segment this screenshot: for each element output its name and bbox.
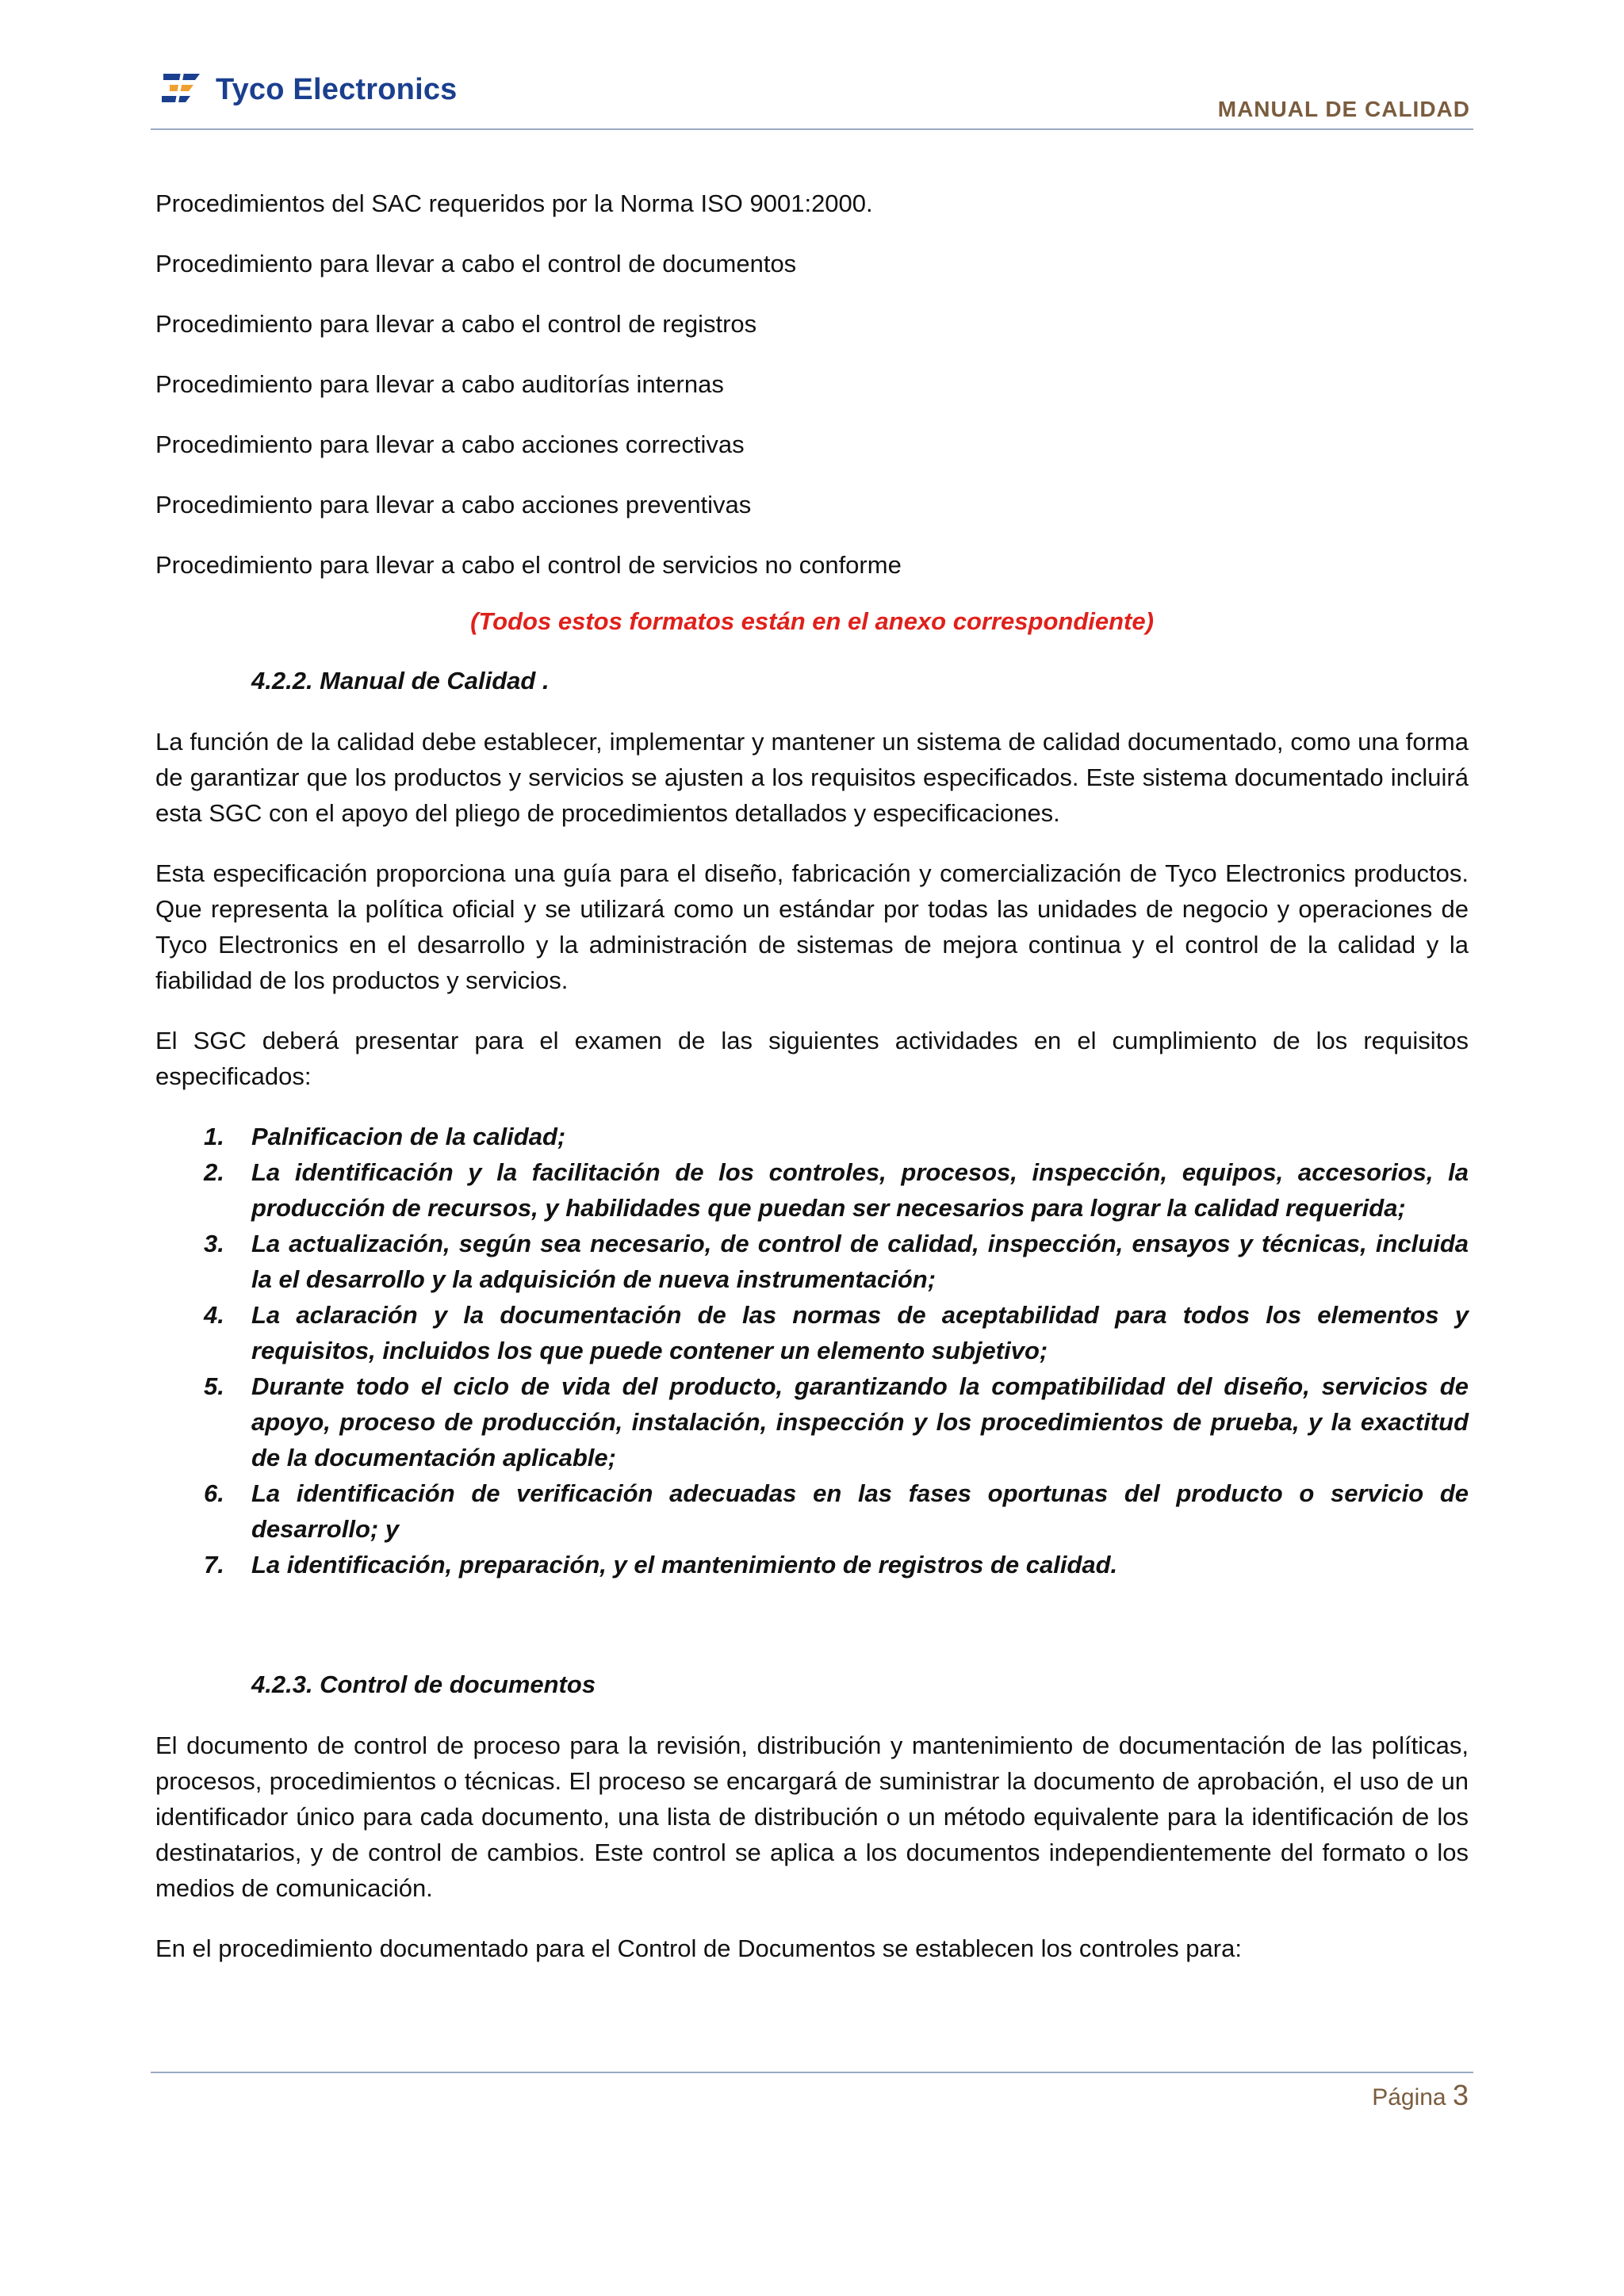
list-item — [155, 1119, 1469, 1154]
page-content — [155, 186, 1469, 1991]
list-item — [155, 1297, 1469, 1368]
logo-text: Tyco Electronics — [216, 72, 458, 106]
paragraph: El SGC deberá presentar para el examen de las siguientes actividades en el cumplimiento de los requisitos especificados: — [155, 1027, 1469, 1090]
list-item — [155, 1226, 1469, 1297]
intro-line: Procedimiento para llevar a cabo el control de documentos — [155, 250, 797, 277]
activities-list — [155, 1119, 1469, 1582]
list-text: La identificación de verificación adecuadas en las fases oportunas del producto o servicio de desarrollo; y — [251, 1479, 1469, 1543]
list-item — [155, 1154, 1469, 1226]
list-number: 5. — [204, 1372, 224, 1400]
paragraph: El documento de control de proceso para la revisión, distribución y mantenimiento de documentación de las políticas, procesos, procedimientos o técnicas. El proceso se encargará de suministrar la documento de aprobación, el uso de un identificador único para cada documento, una lista de distribución o un método equivalente para la identificación de los destinatarios, y de control de cambios. Este control se aplica a los documentos independientemente del formato o los medios de comunicación. — [155, 1732, 1469, 1902]
header-divider — [151, 128, 1473, 130]
list-text: Palnificacion de la calidad; — [251, 1123, 566, 1150]
list-text: La actualización, según sea necesario, de control de calidad, inspección, ensayos y técnicas, incluida la el desarrollo y la adquisición de nueva instrumentación; — [251, 1230, 1469, 1293]
intro-line: Procedimiento para llevar a cabo el control de registros — [155, 310, 757, 338]
page-footer — [1372, 2079, 1469, 2112]
intro-line: Procedimiento para llevar a cabo el control de servicios no conforme — [155, 551, 902, 579]
section-heading-4-2-3: 4.2.3. Control de documentos — [251, 1670, 596, 1698]
tyco-logo-icon — [159, 66, 208, 113]
company-logo — [159, 62, 458, 117]
paragraph: En el procedimiento documentado para el Control de Documentos se establecen los controles para: — [155, 1934, 1242, 1962]
intro-line: Procedimiento para llevar a cabo auditorías internas — [155, 370, 724, 398]
list-item — [155, 1475, 1469, 1547]
paragraph: Esta especificación proporciona una guía para el diseño, fabricación y comercialización de Tyco Electronics productos. Que representa la política oficial y se utilizará como un estándar por todas las unidades de negocio y operaciones de Tyco Electronics en el desarrollo y la administración de sistemas de mejora continua y el control de la calidad y la fiabilidad de los productos y servicios. — [155, 859, 1469, 994]
footer-divider — [151, 2072, 1473, 2073]
list-item — [155, 1368, 1469, 1475]
intro-line: Procedimiento para llevar a cabo acciones preventivas — [155, 491, 752, 519]
section-heading-4-2-2: 4.2.2. Manual de Calidad . — [251, 667, 550, 695]
paragraph: La función de la calidad debe establecer, implementar y mantener un sistema de calidad documentado, como una forma de garantizar que los productos y servicios se ajusten a los requisitos especificados. Este sistema documentado incluirá esta SGC con el apoyo del pliego de procedimientos detallados y especificaciones. — [155, 728, 1469, 827]
list-text: Durante todo el ciclo de vida del producto, garantizando la compatibilidad del diseño, servicios de apoyo, proceso de producción, instalación, inspección y los procedimientos de prueba, y la exactitud de la documentación aplicable; — [251, 1372, 1469, 1471]
list-number: 2. — [204, 1158, 224, 1186]
list-text: La identificación y la facilitación de los controles, procesos, inspección, equipos, accesorios, la producción de recursos, y habilidades que puedan ser necesarios para lograr la calidad requerida; — [251, 1158, 1469, 1222]
list-number: 1. — [204, 1123, 224, 1150]
intro-line: Procedimiento para llevar a cabo acciones correctivas — [155, 430, 745, 458]
list-number: 6. — [204, 1479, 224, 1507]
list-number: 3. — [204, 1230, 224, 1257]
annex-note: (Todos estos formatos están en el anexo correspondiente) — [470, 607, 1154, 635]
list-item — [155, 1547, 1469, 1582]
list-text: La identificación, preparación, y el mantenimiento de registros de calidad. — [251, 1551, 1118, 1578]
list-number: 4. — [204, 1301, 224, 1329]
intro-line: Procedimientos del SAC requeridos por la Norma ISO 9001:2000. — [155, 189, 873, 217]
list-number: 7. — [204, 1551, 224, 1578]
page-number: 3 — [1452, 2079, 1469, 2111]
spacer — [155, 1582, 1469, 1667]
manual-title: MANUAL DE CALIDAD — [1217, 97, 1470, 121]
page-label: Página — [1372, 2084, 1446, 2110]
list-text: La aclaración y la documentación de las normas de aceptabilidad para todos los elementos y requisitos, incluidos los que puede contener un elemento subjetivo; — [251, 1301, 1469, 1364]
